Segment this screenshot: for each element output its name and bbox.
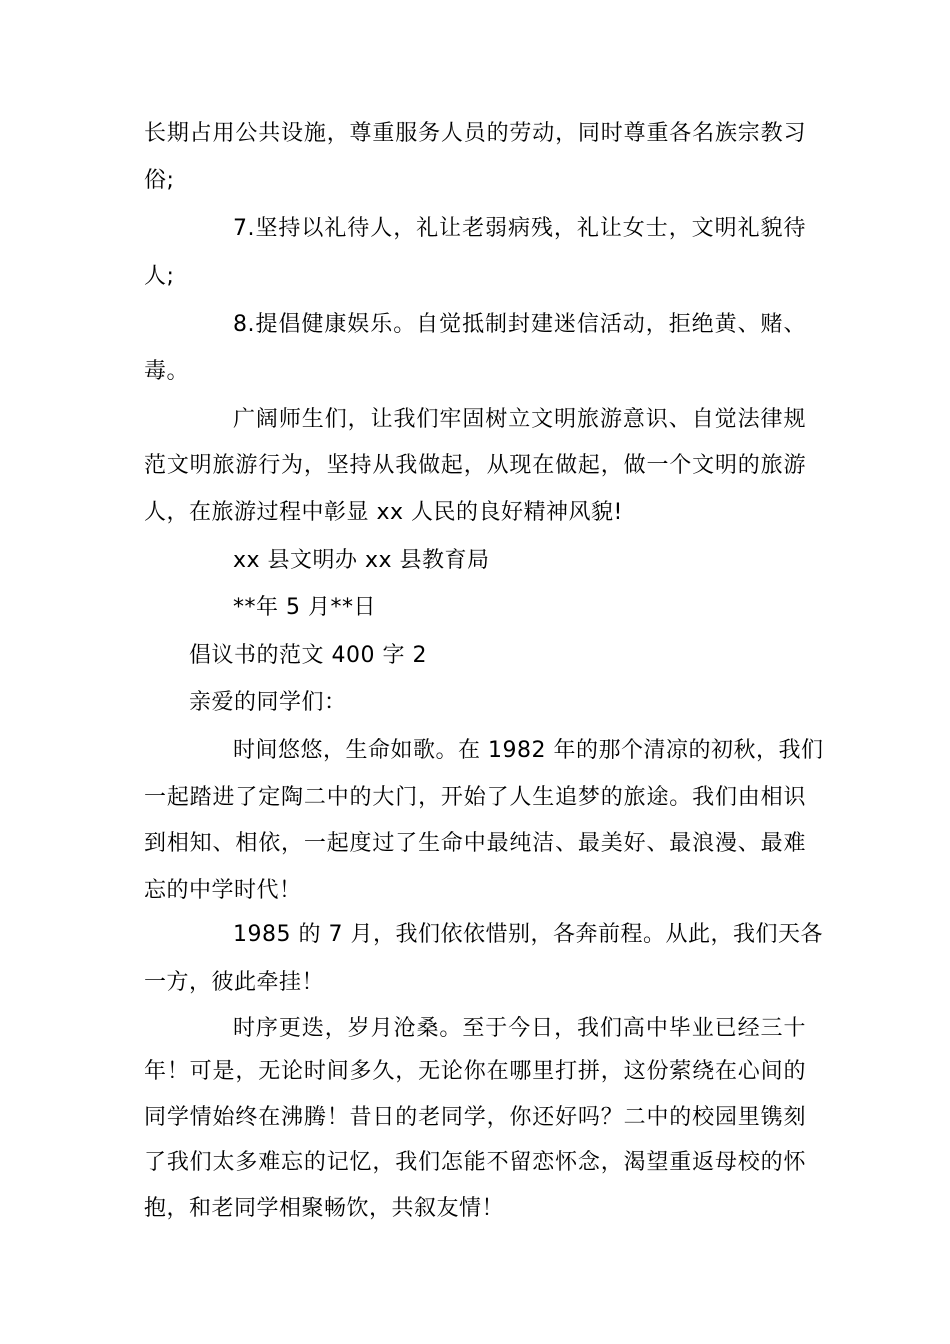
paragraph-line: 年！可是，无论时间多久，无论你在哪里打拼，这份萦绕在心间的 (144, 1059, 806, 1084)
salutation: 亲爱的同学们： (189, 690, 347, 715)
paragraph-line: 时序更迭，岁月沧桑。至于今日，我们高中毕业已经三十 (233, 1016, 806, 1041)
paragraph-line: 到相知、相依，一起度过了生命中最纯洁、最美好、最浪漫、最难 (144, 831, 806, 856)
signature-org: xx 县文明办 xx 县教育局 (233, 548, 490, 573)
signature-date: **年 5 月**日 (233, 595, 376, 620)
text-line: 俗; (144, 168, 175, 193)
list-item-7: 7.坚持以礼待人，礼让老弱病残，礼让女士，文明礼貌待 (233, 216, 806, 241)
section-heading: 倡议书的范文 400 字 2 (189, 643, 427, 668)
paragraph-line: 一方，彼此牵挂！ (144, 970, 325, 995)
paragraph-line: 人，在旅游过程中彰显 xx 人民的良好精神风貌! (144, 500, 623, 525)
paragraph-line: 了我们太多难忘的记忆，我们怎能不留恋怀念，渴望重返母校的怀 (144, 1150, 806, 1175)
paragraph-line: 范文明旅游行为，坚持从我做起，从现在做起，做一个文明的旅游 (144, 453, 806, 478)
text-line: 人; (144, 264, 175, 289)
text-line: 长期占用公共设施，尊重服务人员的劳动，同时尊重各名族宗教习 (144, 121, 806, 146)
paragraph-line: 广阔师生们，让我们牢固树立文明旅游意识、自觉法律规 (233, 407, 806, 432)
text-line: 毒。 (144, 359, 190, 384)
paragraph-line: 一起踏进了定陶二中的大门，开始了人生追梦的旅途。我们由相识 (144, 785, 806, 810)
paragraph-line: 同学情始终在沸腾！昔日的老同学，你还好吗？二中的校园里镌刻 (144, 1105, 806, 1130)
paragraph-line: 时间悠悠，生命如歌。在 1982 年的那个清凉的初秋，我们 (233, 738, 824, 763)
paragraph-line: 忘的中学时代！ (144, 878, 302, 903)
paragraph-line: 抱，和老同学相聚畅饮，共叙友情！ (144, 1196, 505, 1221)
paragraph-line: 1985 的 7 月，我们依依惜别，各奔前程。从此，我们天各 (233, 922, 823, 947)
list-item-8: 8.提倡健康娱乐。自觉抵制封建迷信活动，拒绝黄、赌、 (233, 312, 806, 337)
